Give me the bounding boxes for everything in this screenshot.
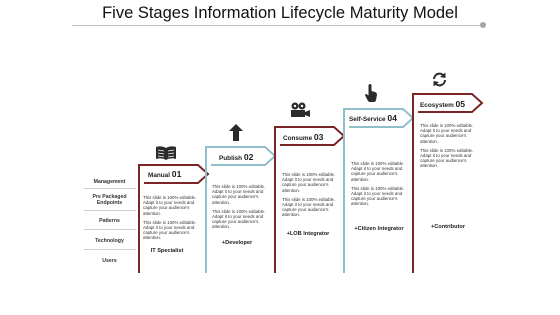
stage-role: +Contributor (430, 224, 466, 230)
stage-consume (274, 126, 350, 274)
row-divider (84, 249, 136, 250)
description-paragraph: This slide is 100% editable. Adapt it to your needs and capture your audience's attention. (143, 219, 197, 241)
row-label: Pre Packaged Endpoints (92, 194, 127, 206)
description-paragraph: This slide is 100% editable. Adapt it to your needs and capture your audience's attention. (351, 185, 405, 207)
stage-title (283, 132, 323, 142)
stage-number: 03 (313, 132, 324, 142)
stage-title (349, 113, 397, 123)
stage-title (148, 169, 181, 179)
stage-description (420, 123, 478, 173)
stage-description (282, 172, 338, 222)
description-paragraph: This slide is 100% editable. Adapt it to your needs and capture your audience's attention. (212, 208, 266, 230)
stage-number: 05 (455, 99, 466, 109)
stage-number: 04 (387, 113, 397, 123)
stage-publish (205, 146, 281, 274)
stage-title (219, 152, 253, 162)
stage-name: Self-Service (349, 116, 386, 123)
book-icon (155, 146, 177, 166)
refresh-cycle-icon (431, 71, 448, 93)
row-label: Users (102, 258, 117, 264)
upload-arrow-icon (229, 124, 243, 146)
title-divider-dot (480, 22, 486, 28)
description-paragraph: This slide is 100% editable. Adapt it to your needs and capture your audience's attention. (420, 147, 474, 169)
stage-description (143, 195, 201, 245)
stage-role: +Developer (221, 240, 253, 246)
stage-role: +Citizen Integrator (354, 226, 404, 232)
description-paragraph: This slide is 100% editable. Adapt it to your needs and capture your audience's attention. (282, 196, 336, 218)
description-paragraph: This slide is 100% editable. Adapt it to your needs and capture your audience's attention. (282, 172, 336, 193)
stage-number: 01 (171, 169, 182, 179)
row-divider (84, 188, 136, 189)
description-paragraph: This slide is 100% editable. Adapt it to your needs and capture your audience's attention. (420, 123, 474, 144)
stage-description (351, 161, 407, 211)
row-divider (84, 229, 136, 230)
stage-name: Ecosystem (420, 102, 454, 109)
stage-tab (413, 94, 482, 273)
description-paragraph: This slide is 100% editable. Adapt it to your needs and capture your audience's attention. (351, 161, 405, 182)
row-label: Management (93, 179, 126, 185)
stage-description (212, 184, 268, 234)
stage-manual (138, 164, 214, 274)
row-label: Technology (95, 238, 124, 244)
stage-title (420, 99, 465, 109)
video-camera-icon (289, 102, 311, 124)
description-paragraph: This slide is 100% editable. Adapt it to your needs and capture your audience's attention. (143, 195, 197, 216)
page-title: Five Stages Information Lifecycle Maturity Model (102, 4, 458, 22)
hand-click-icon (364, 83, 378, 108)
row-label: Patterns (99, 218, 120, 224)
stage-self-service (343, 108, 419, 274)
row-divider (84, 210, 136, 211)
stage-bracket (412, 93, 488, 274)
stage-role: +LOB Integrator (286, 231, 330, 237)
stage-name: Manual (148, 172, 171, 179)
stage-number: 02 (243, 152, 254, 162)
title-divider (72, 25, 482, 26)
stage-ecosystem (412, 93, 488, 274)
description-paragraph: This slide is 100% editable. Adapt it to your needs and capture your audience's attention. (212, 184, 266, 205)
stage-name: Publish (219, 155, 243, 162)
stage-name: Consume (283, 135, 313, 142)
stage-role: IT Specialist (150, 248, 184, 254)
